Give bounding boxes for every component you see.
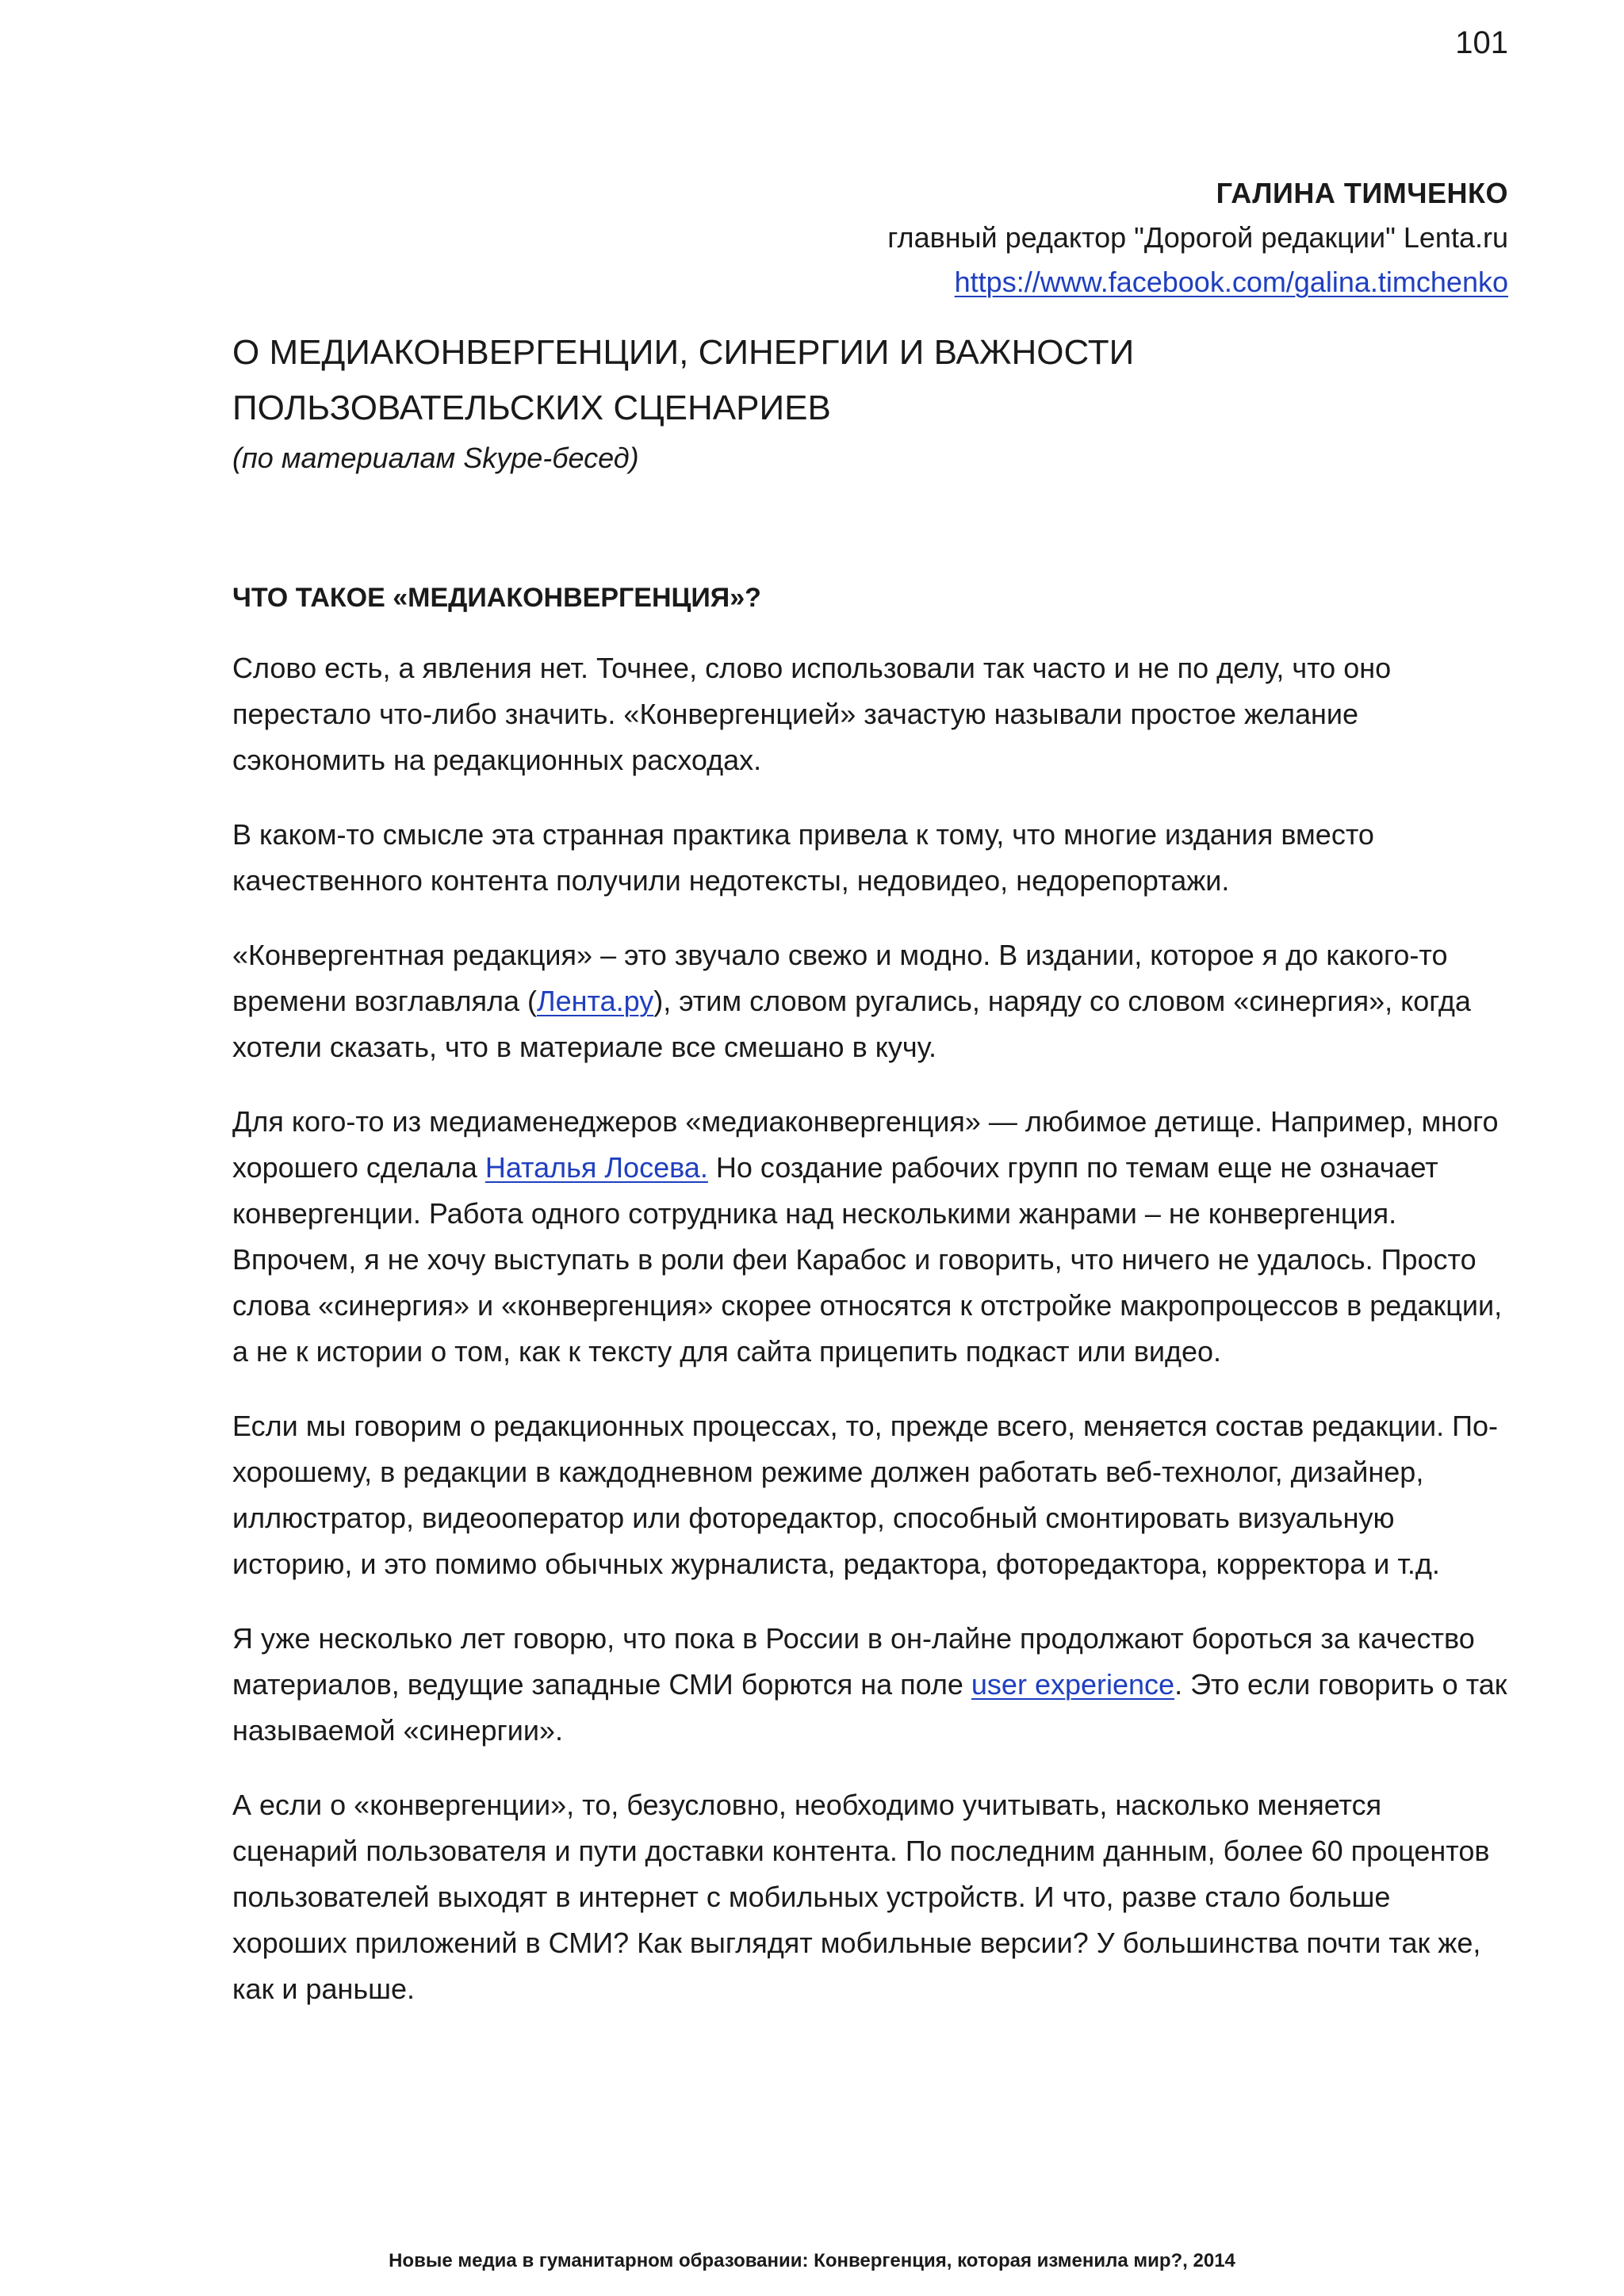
paragraph-4-text-before: Для кого-то из медиаменеджеров «медиаконвергенция» — любимое детище. Например, много хорошего сделала [232, 1105, 1499, 1184]
author-block [887, 171, 1508, 304]
paragraph-6-text-after: . Это если говорить о так называемой «синергии». [232, 1668, 1507, 1747]
paragraph-3-text-before: «Конвергентная редакция» – это звучало свежо и модно. В издании, которое я до какого-то времени возглавляла ( [232, 939, 1448, 1017]
section-heading: ЧТО ТАКОЕ «МЕДИАКОНВЕРГЕНЦИЯ»? [232, 583, 761, 613]
paragraph-5: Если мы говорим о редакционных процессах, то, прежде всего, меняется состав редакции. По-хорошему, в редакции в каждодневном режиме должен работать веб-технолог, дизайнер, иллюстратор, видеооператор или фоторедактор, способный смонтировать визуальную историю, и это помимо обычных журналиста, редактора, фоторедактора, корректора и т.д. [232, 1410, 1499, 1580]
paragraph-6-text-before: Я уже несколько лет говорю, что пока в России в он-лайне продолжают бороться за качество материалов, ведущие западные СМИ борются на поле [232, 1622, 1475, 1701]
paragraph-4-text-after: Но создание рабочих групп по темам еще не означает конвергенции. Работа одного сотрудника над несколькими жанрами – не конвергенция. Впрочем, я не хочу выступать в роли феи Карабос и говорить, что ничего не удалось. Просто слова «синергия» и «конвергенция» скорее относятся к отстройке макропроцессов в редакции, а не к истории о том, как к тексту для сайта прицепить подкаст или видео. [232, 1151, 1503, 1368]
author-name: ГАЛИНА ТИМЧЕНКО [1216, 177, 1508, 209]
paragraph-2: В каком-то смысле эта странная практика привела к тому, что многие издания вместо качественного контента получили недотексты, недовидео, недорепортажи. [232, 818, 1374, 897]
user-experience-link[interactable]: user experience [971, 1668, 1175, 1701]
article-subtitle: (по материалам Skype-бесед) [232, 442, 639, 474]
author-role: главный редактор "Дорогой редакции" Lenta.ru [887, 221, 1508, 254]
paragraph-6 [232, 1616, 1511, 1754]
paragraph-3-text-after: ), этим словом ругались, наряду со словом «синергия», когда хотели сказать, что в материале все смешано в кучу. [232, 985, 1471, 1063]
article-content [232, 325, 1511, 2041]
paragraph-1: Слово есть, а явления нет. Точнее, слово использовали так часто и не по делу, что оно перестало что-либо значить. «Конвергенцией» зачастую называли простое желание сэкономить на редакционных расходах. [232, 652, 1392, 776]
lenta-ru-link[interactable]: Лента.ру [536, 985, 654, 1017]
page-footer: Новые медиа в гуманитарном образовании: Конвергенция, которая изменила мир?, 2014 [389, 2250, 1235, 2271]
article-title: О МЕДИАКОНВЕРГЕНЦИИ, СИНЕРГИИ И ВАЖНОСТИ ПОЛЬЗОВАТЕЛЬСКИХ СЦЕНАРИЕВ [232, 333, 1135, 427]
page-number: 101 [1455, 25, 1508, 60]
paragraph-3 [232, 932, 1511, 1070]
paragraph-7: А если о «конвергенции», то, безусловно, необходимо учитывать, насколько меняется сценарий пользователя и пути доставки контента. По последним данным, более 60 процентов пользователей выходят в интернет с мобильных устройств. И что, разве стало больше хороших приложений в СМИ? Как выглядят мобильные версии? У большинства почти так же, как и раньше. [232, 1789, 1490, 2005]
paragraph-4 [232, 1099, 1511, 1375]
natalia-loseva-link[interactable]: Наталья Лосева. [485, 1151, 708, 1184]
author-facebook-link[interactable]: https://www.facebook.com/galina.timchenko [954, 266, 1508, 298]
